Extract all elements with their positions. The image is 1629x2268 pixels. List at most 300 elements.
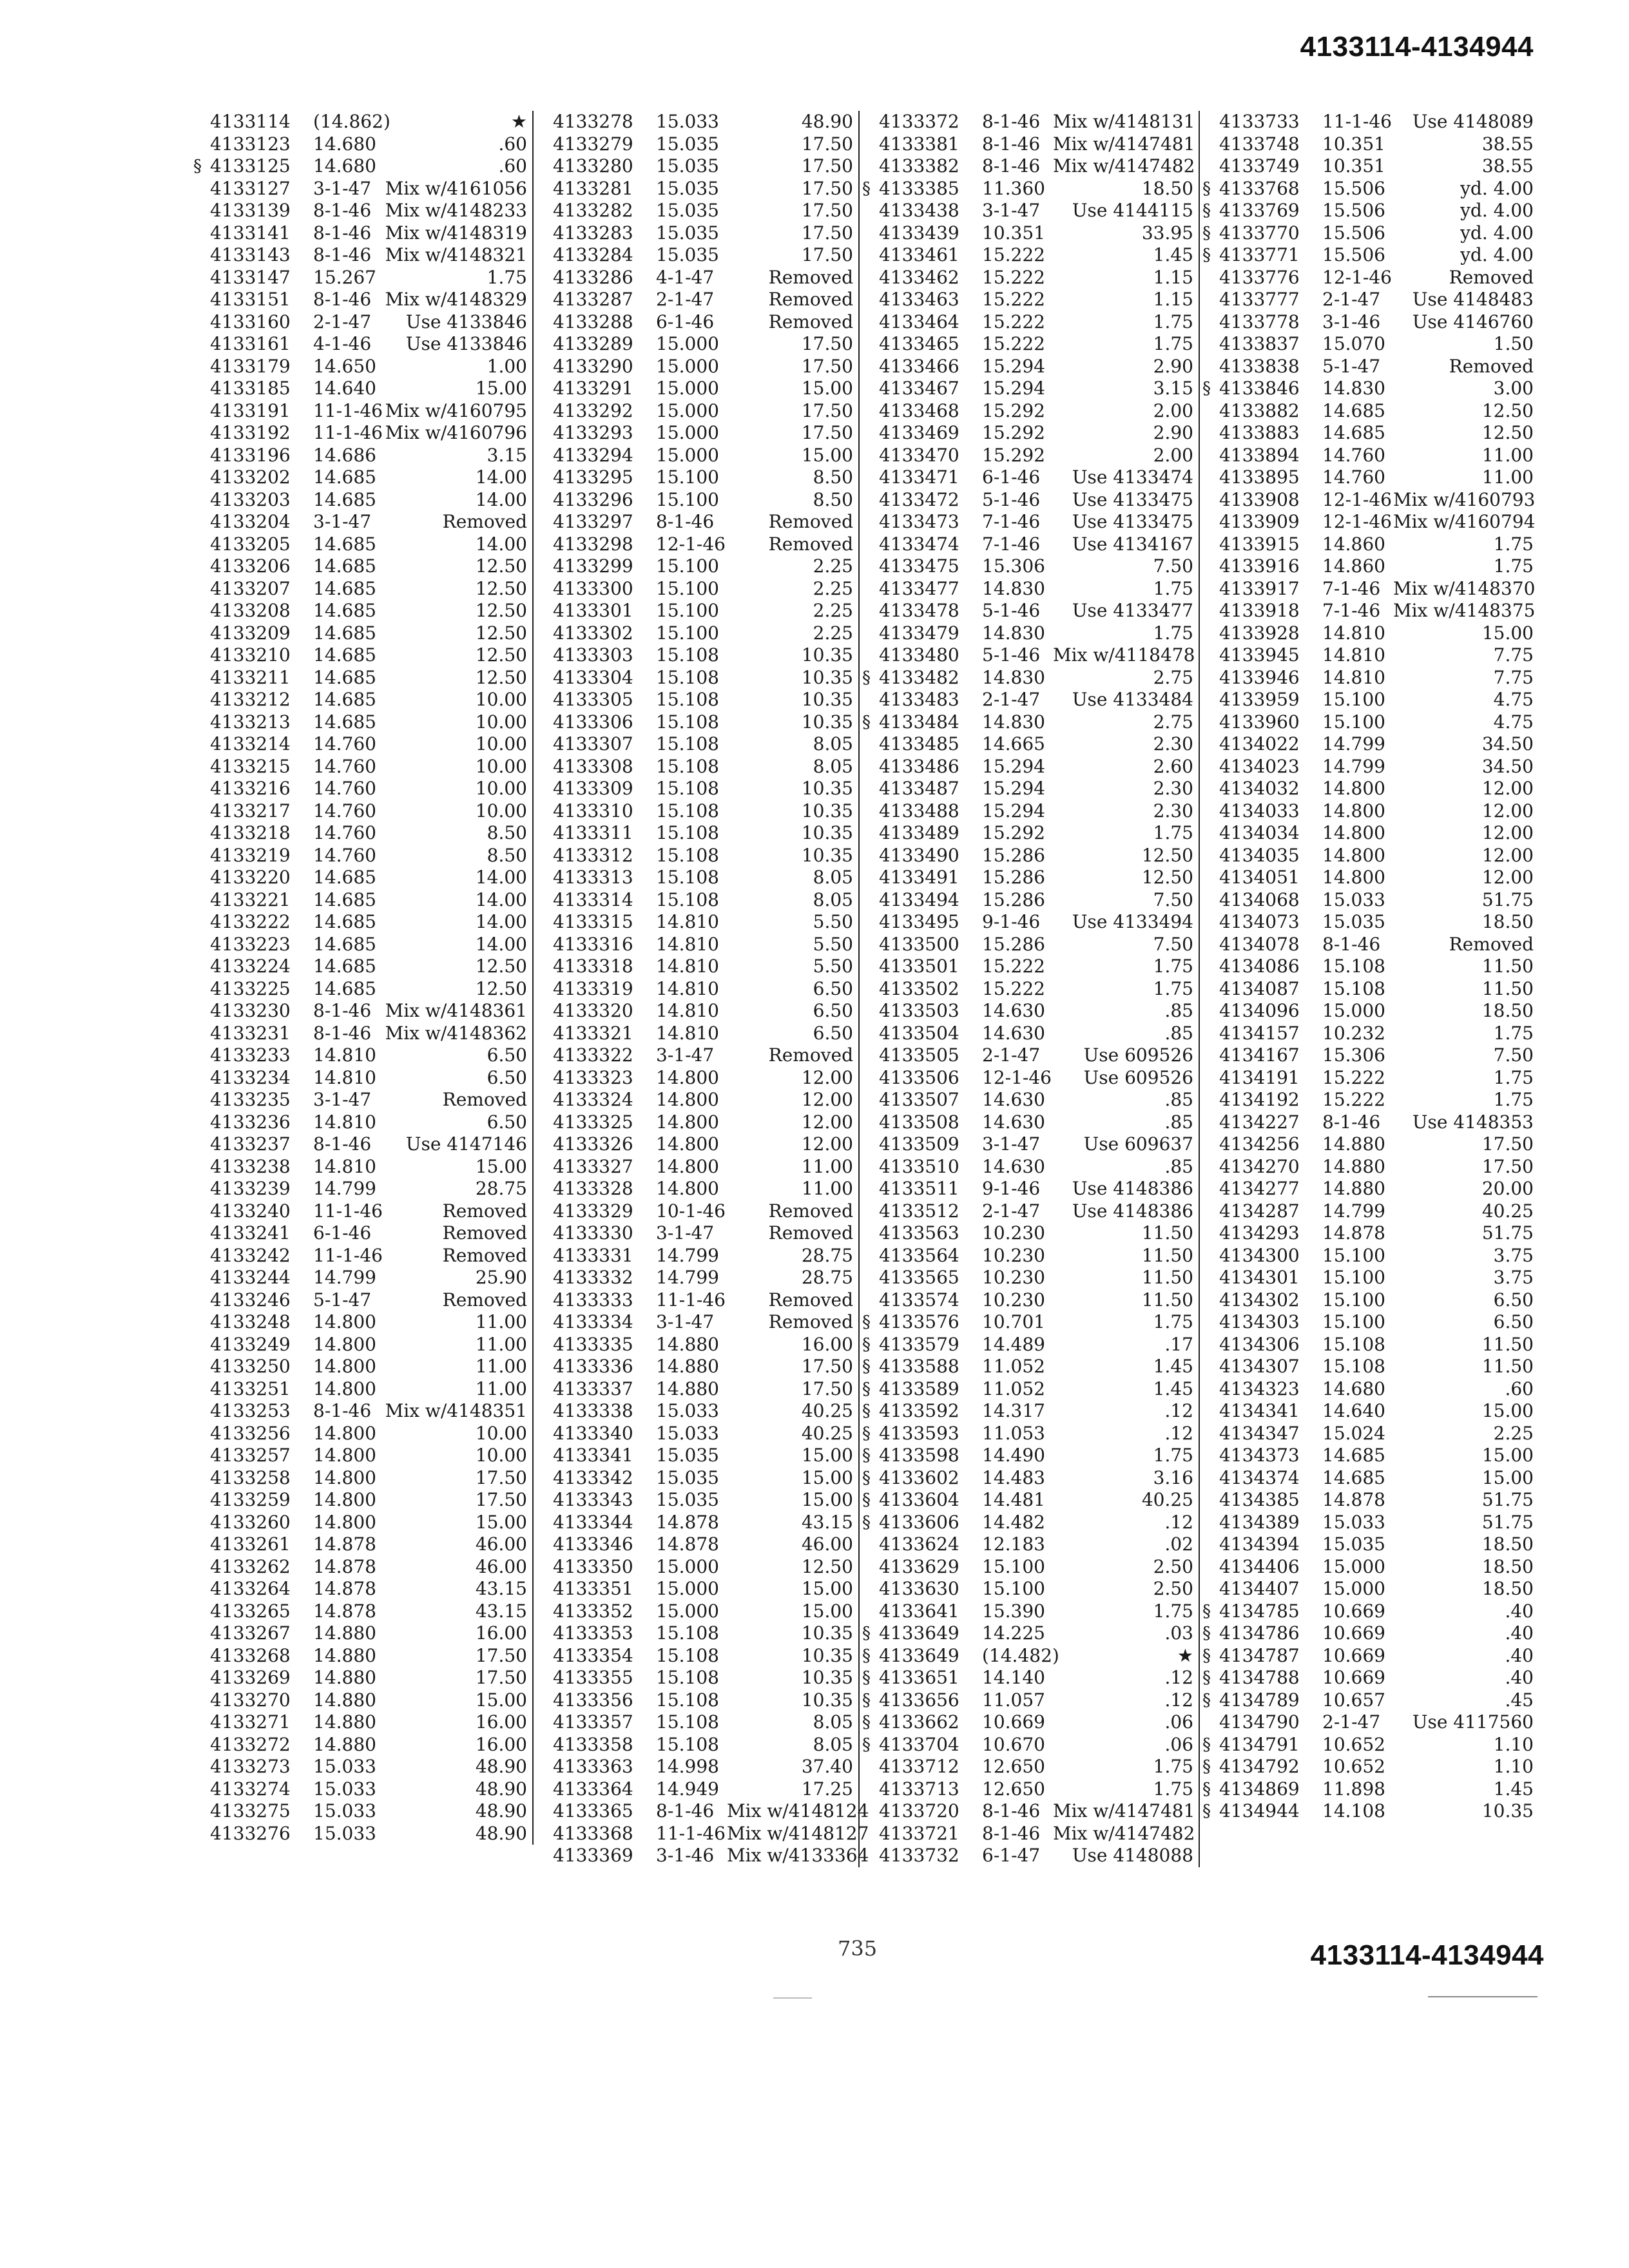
part-number: 4133304 (553, 666, 633, 688)
parts-column-3 (862, 111, 1200, 1867)
price-or-date: 15.035 (656, 155, 719, 177)
list-price-or-note: Use 4133475 (1072, 488, 1193, 510)
list-price-or-note: 28.75 (475, 1178, 527, 1199)
price-or-date: 14.685 (313, 889, 376, 910)
part-number: 4134341 (1219, 1400, 1300, 1421)
list-price-or-note: 1.45 (1153, 1356, 1193, 1377)
list-price-or-note: 17.50 (475, 1489, 527, 1510)
part-row (193, 1000, 532, 1023)
section-mark: § (862, 1690, 871, 1710)
part-number: 4133489 (879, 822, 959, 843)
part-row (536, 511, 858, 533)
part-number: 4133491 (879, 867, 959, 888)
list-price-or-note: 1.75 (1153, 1778, 1193, 1800)
part-row (536, 311, 858, 334)
part-row (1202, 978, 1539, 1001)
list-price-or-note: Removed (768, 511, 853, 532)
section-mark: § (862, 1379, 871, 1399)
part-row (1202, 689, 1539, 711)
price-or-date: 12-1-46 (656, 533, 726, 555)
list-price-or-note: Mix w/4148319 (385, 222, 527, 244)
part-number: 4133312 (553, 844, 633, 866)
part-row (862, 378, 1199, 400)
list-price-or-note: Removed (768, 1289, 853, 1311)
list-price-or-note: .85 (1164, 1000, 1193, 1021)
part-number: 4133350 (553, 1555, 633, 1577)
list-price-or-note: Mix w/4147482 (1053, 155, 1195, 177)
list-price-or-note: 1.75 (1153, 956, 1193, 977)
price-or-date: 14.880 (1322, 1133, 1385, 1155)
price-or-date: 15.100 (656, 555, 719, 577)
price-or-date: 12.650 (982, 1778, 1045, 1800)
page-range-footer: 4133114-4134944 (1310, 1939, 1544, 1971)
list-price-or-note: 28.75 (801, 1267, 853, 1288)
part-number: 4134032 (1219, 778, 1300, 799)
list-price-or-note: 6.50 (487, 1066, 527, 1088)
part-number: 4133319 (553, 977, 633, 999)
part-number: 4134791 (1219, 1733, 1300, 1755)
list-price-or-note: 16.00 (801, 1333, 853, 1355)
list-price-or-note: 11.00 (475, 1311, 527, 1332)
part-number: 4134022 (1219, 733, 1300, 754)
list-price-or-note: 1.75 (1493, 1022, 1534, 1044)
price-or-date: 14.799 (313, 1178, 376, 1199)
price-or-date: 14.482 (982, 1511, 1045, 1533)
part-number: 4134389 (1219, 1511, 1300, 1533)
price-or-date: 14.830 (982, 711, 1045, 733)
part-row (536, 178, 858, 200)
price-or-date: 14.760 (313, 844, 376, 866)
price-or-date: 10.652 (1322, 1733, 1385, 1755)
part-row (862, 1289, 1199, 1312)
price-or-date: 14.140 (982, 1667, 1045, 1688)
price-or-date: 6-1-46 (982, 466, 1041, 488)
part-row (862, 466, 1199, 489)
price-or-date: 8-1-46 (656, 511, 715, 532)
part-row (193, 1645, 532, 1667)
part-number: 4133256 (210, 1422, 291, 1444)
part-number: 4133480 (879, 644, 959, 666)
section-mark: § (193, 157, 202, 176)
price-or-date: 14.760 (1322, 466, 1385, 488)
part-number: 4133472 (879, 488, 959, 510)
list-price-or-note: .40 (1505, 1622, 1534, 1644)
part-row (862, 1778, 1199, 1801)
list-price-or-note: 3.16 (1153, 1466, 1193, 1488)
part-number: 4133662 (879, 1711, 959, 1733)
price-or-date: 14.949 (656, 1778, 719, 1800)
part-number: 4133230 (210, 1000, 291, 1021)
part-number: 4134373 (1219, 1445, 1300, 1466)
part-number: 4133244 (210, 1267, 291, 1288)
price-or-date: 11.053 (982, 1422, 1045, 1444)
part-number: 4133336 (553, 1356, 633, 1377)
part-row (1202, 1311, 1539, 1334)
price-or-date: 8-1-46 (1322, 933, 1381, 955)
part-number: 4133236 (210, 1111, 291, 1133)
part-row (193, 1600, 532, 1623)
price-or-date: 15.267 (313, 266, 376, 288)
part-row (862, 778, 1199, 800)
price-or-date: 15.100 (1322, 1244, 1385, 1266)
part-number: 4133292 (553, 399, 633, 421)
list-price-or-note: 4.75 (1493, 689, 1534, 710)
price-or-date: 15.070 (1322, 333, 1385, 354)
part-number: 4133284 (553, 244, 633, 265)
list-price-or-note: 10.00 (475, 1422, 527, 1444)
list-price-or-note: 17.50 (801, 200, 853, 221)
part-number: 4133915 (1219, 533, 1300, 555)
part-row (193, 1222, 532, 1245)
part-row (862, 1600, 1199, 1623)
list-price-or-note: Use 4134167 (1072, 533, 1193, 555)
list-price-or-note: 10.00 (475, 711, 527, 733)
list-price-or-note: 12.50 (475, 977, 527, 999)
price-or-date: 8-1-46 (313, 1400, 372, 1421)
part-number: 4133238 (210, 1155, 291, 1177)
part-row (1202, 1289, 1539, 1312)
section-mark: § (862, 1334, 871, 1354)
part-number: 4133280 (553, 155, 633, 177)
part-row (862, 1689, 1199, 1712)
price-or-date: 14.680 (313, 133, 376, 155)
list-price-or-note: 11.00 (475, 1333, 527, 1355)
part-number: 4133357 (553, 1711, 633, 1733)
price-or-date: 14.800 (656, 1066, 719, 1088)
part-row (862, 889, 1199, 912)
part-number: 4133838 (1219, 355, 1300, 377)
part-number: 4134785 (1219, 1600, 1300, 1622)
list-price-or-note: 8.50 (487, 822, 527, 843)
part-number: 4133721 (879, 1822, 959, 1844)
list-price-or-note: 11.50 (1141, 1222, 1193, 1244)
list-price-or-note: 11.00 (475, 1356, 527, 1377)
price-or-date: 15.100 (656, 466, 719, 488)
price-or-date: 15.035 (656, 1489, 719, 1510)
list-price-or-note: .06 (1164, 1711, 1193, 1733)
list-price-or-note: 40.25 (801, 1422, 853, 1444)
list-price-or-note: 28.75 (801, 1244, 853, 1266)
price-or-date: 14.799 (1322, 733, 1385, 754)
part-row (1202, 733, 1539, 756)
part-number: 4133959 (1219, 689, 1300, 710)
part-row (1202, 1111, 1539, 1134)
part-row (193, 133, 532, 156)
price-or-date: 10.351 (982, 222, 1045, 244)
price-or-date: 14.880 (313, 1733, 376, 1755)
part-number: 4133237 (210, 1133, 291, 1155)
price-or-date: 8-1-46 (313, 289, 372, 310)
part-number: 4134301 (1219, 1267, 1300, 1288)
part-row (536, 778, 858, 800)
part-row (536, 1245, 858, 1267)
part-number: 4133486 (879, 755, 959, 777)
price-or-date: 15.100 (1322, 1289, 1385, 1311)
price-or-date: 14.800 (313, 1445, 376, 1466)
list-price-or-note: 2.30 (1153, 778, 1193, 799)
price-or-date: 15.222 (982, 311, 1045, 332)
part-number: 4133629 (879, 1555, 959, 1577)
list-price-or-note: 10.35 (801, 844, 853, 866)
part-number: 4133250 (210, 1356, 291, 1377)
list-price-or-note: 10.00 (475, 800, 527, 822)
part-row (193, 400, 532, 423)
list-price-or-note: yd. 4.00 (1460, 177, 1534, 199)
price-or-date: 12.650 (982, 1756, 1045, 1777)
part-row (1202, 1600, 1539, 1623)
part-number: 4133295 (553, 466, 633, 488)
part-number: 4133894 (1219, 444, 1300, 466)
part-row (862, 533, 1199, 556)
part-row (862, 1489, 1199, 1512)
list-price-or-note: 11.00 (1481, 444, 1534, 466)
part-row (193, 711, 532, 734)
part-row (1202, 1467, 1539, 1490)
price-or-date: 14.799 (313, 1267, 376, 1288)
list-price-or-note: 11.00 (1481, 466, 1534, 488)
part-number: 4133368 (553, 1822, 633, 1844)
part-row (536, 1111, 858, 1134)
part-row (862, 356, 1199, 378)
part-row (862, 1533, 1199, 1556)
part-row (193, 1512, 532, 1534)
part-number: 4133322 (553, 1044, 633, 1066)
price-or-date: 15.035 (656, 133, 719, 155)
list-price-or-note: 48.90 (475, 1822, 527, 1844)
list-price-or-note: 18.50 (1481, 1555, 1534, 1577)
price-or-date: 15.294 (982, 755, 1045, 777)
part-number: 4134078 (1219, 933, 1300, 955)
part-number: 4133334 (553, 1311, 633, 1332)
part-row (193, 1445, 532, 1467)
part-row (193, 489, 532, 512)
part-row (1202, 1622, 1539, 1645)
part-number: 4133307 (553, 733, 633, 754)
price-or-date: 14.878 (1322, 1222, 1385, 1244)
part-number: 4133364 (553, 1778, 633, 1800)
part-number: 4133372 (879, 111, 959, 132)
price-or-date: 14.878 (656, 1511, 719, 1533)
price-or-date: 11-1-46 (313, 1200, 383, 1222)
part-row (862, 489, 1199, 512)
part-row (536, 956, 858, 978)
part-number: 4133469 (879, 422, 959, 443)
price-or-date: 15.108 (656, 800, 719, 822)
list-price-or-note: Removed (442, 1289, 527, 1311)
price-or-date: 15.033 (1322, 889, 1385, 910)
list-price-or-note: yd. 4.00 (1460, 200, 1534, 221)
list-price-or-note: 11.50 (1481, 1333, 1534, 1355)
part-number: 4134051 (1219, 867, 1300, 888)
part-number: 4133274 (210, 1778, 291, 1800)
list-price-or-note: 7.50 (1153, 889, 1193, 910)
price-or-date: 11.360 (982, 177, 1045, 199)
part-number: 4133160 (210, 311, 291, 332)
price-or-date: 15.108 (656, 755, 719, 777)
price-or-date: 4-1-46 (313, 333, 372, 354)
part-row (862, 1512, 1199, 1534)
list-price-or-note: 12.00 (1481, 867, 1534, 888)
price-or-date: 14.830 (982, 666, 1045, 688)
part-row (536, 1423, 858, 1445)
part-number: 4133778 (1219, 311, 1300, 332)
list-price-or-note: 15.00 (1481, 1400, 1534, 1421)
list-price-or-note: 40.25 (801, 1400, 853, 1421)
part-number: 4133846 (1219, 378, 1300, 399)
part-row (536, 1267, 858, 1289)
list-price-or-note: .85 (1164, 1111, 1193, 1133)
part-number: 4133261 (210, 1533, 291, 1555)
part-row (862, 178, 1199, 200)
price-or-date: 10.669 (1322, 1600, 1385, 1622)
price-or-date: 10.230 (982, 1222, 1045, 1244)
part-number: 4134023 (1219, 755, 1300, 777)
list-price-or-note: Use 4146760 (1412, 311, 1534, 332)
part-row (862, 422, 1199, 445)
section-mark: § (1202, 223, 1211, 243)
list-price-or-note: 17.50 (475, 1466, 527, 1488)
price-or-date: 14.800 (656, 1089, 719, 1110)
price-or-date: 15.306 (982, 555, 1045, 577)
price-or-date: 15.100 (656, 577, 719, 599)
list-price-or-note: 12.50 (1481, 422, 1534, 443)
list-price-or-note: 11.00 (801, 1155, 853, 1177)
list-price-or-note: Use 4133477 (1072, 600, 1193, 621)
part-number: 4134167 (1219, 1044, 1300, 1066)
price-or-date: 5-1-47 (313, 1289, 372, 1311)
price-or-date: 14.225 (982, 1622, 1045, 1644)
part-row (193, 1311, 532, 1334)
part-number: 4133500 (879, 933, 959, 955)
list-price-or-note: 48.90 (475, 1778, 527, 1800)
part-number: 4133323 (553, 1066, 633, 1088)
part-row (536, 400, 858, 423)
part-row (536, 1334, 858, 1356)
list-price-or-note: Removed (768, 1222, 853, 1244)
price-or-date: 14.685 (313, 622, 376, 644)
part-row (193, 778, 532, 800)
price-or-date: 15.033 (313, 1800, 376, 1821)
part-number: 4133485 (879, 733, 959, 754)
price-or-date: (14.862) (313, 111, 390, 132)
part-row (862, 689, 1199, 711)
part-number: 4133259 (210, 1489, 291, 1510)
part-number: 4133123 (210, 133, 291, 155)
part-row (193, 845, 532, 867)
list-price-or-note: 10.35 (801, 822, 853, 843)
part-row (862, 400, 1199, 423)
list-price-or-note: 10.00 (475, 755, 527, 777)
part-row (193, 822, 532, 845)
list-price-or-note: .12 (1164, 1400, 1193, 1421)
part-row (193, 1622, 532, 1645)
part-row (193, 200, 532, 222)
part-row (193, 445, 532, 467)
part-number: 4133185 (210, 378, 291, 399)
part-row (862, 1667, 1199, 1689)
list-price-or-note: 25.90 (475, 1267, 527, 1288)
price-or-date: 14.810 (313, 1044, 376, 1066)
part-number: 4133474 (879, 533, 959, 555)
part-number: 4133464 (879, 311, 959, 332)
price-or-date: (14.482) (982, 1644, 1059, 1666)
list-price-or-note: 10.35 (801, 1689, 853, 1711)
part-number: 4133203 (210, 488, 291, 510)
list-price-or-note: Removed (768, 1311, 853, 1332)
page-range-header: 4133114-4134944 (1300, 31, 1534, 62)
list-price-or-note: 12.50 (475, 555, 527, 577)
list-price-or-note: .03 (1164, 1622, 1193, 1644)
part-number: 4133649 (879, 1644, 959, 1666)
part-number: 4133488 (879, 800, 959, 822)
price-or-date: 14.685 (313, 933, 376, 955)
part-row (1202, 756, 1539, 778)
price-or-date: 14.685 (313, 711, 376, 733)
list-price-or-note: 12.00 (1481, 844, 1534, 866)
part-number: 4133212 (210, 689, 291, 710)
part-row (193, 689, 532, 711)
price-or-date: 15.035 (656, 244, 719, 265)
part-row (1202, 445, 1539, 467)
part-number: 4133564 (879, 1244, 959, 1266)
list-price-or-note: 8.05 (813, 733, 853, 754)
price-or-date: 15.024 (1322, 1422, 1385, 1444)
list-price-or-note: 2.75 (1153, 666, 1193, 688)
list-price-or-note: 1.75 (1153, 977, 1193, 999)
price-or-date: 14.860 (1322, 555, 1385, 577)
part-row (193, 1778, 532, 1801)
section-mark: § (862, 1423, 871, 1443)
part-number: 4133310 (553, 800, 633, 822)
part-row (1202, 644, 1539, 667)
part-row (1202, 311, 1539, 334)
list-price-or-note: 5.50 (813, 956, 853, 977)
part-row (536, 867, 858, 889)
part-row (536, 1000, 858, 1023)
price-or-date: 14.830 (982, 622, 1045, 644)
part-number: 4133196 (210, 444, 291, 466)
part-row (536, 1133, 858, 1156)
list-price-or-note: 11.50 (1141, 1244, 1193, 1266)
price-or-date: 5-1-47 (1322, 355, 1381, 377)
part-number: 4133606 (879, 1511, 959, 1533)
part-row (1202, 1423, 1539, 1445)
price-or-date: 14.481 (982, 1489, 1045, 1510)
list-price-or-note: 14.00 (475, 488, 527, 510)
part-number: 4133248 (210, 1311, 291, 1332)
part-row (1202, 1023, 1539, 1045)
list-price-or-note: 2.90 (1153, 422, 1193, 443)
part-number: 4133771 (1219, 244, 1300, 265)
list-price-or-note: 6.50 (813, 1000, 853, 1021)
part-row (193, 1489, 532, 1512)
part-row (862, 1200, 1199, 1223)
list-price-or-note: Removed (768, 289, 853, 310)
price-or-date: 15.292 (982, 422, 1045, 443)
part-row (193, 800, 532, 823)
part-row (536, 1689, 858, 1712)
part-row (862, 1711, 1199, 1734)
list-price-or-note: .02 (1164, 1533, 1193, 1555)
part-row (1202, 1800, 1539, 1823)
part-row (536, 800, 858, 823)
part-number: 4134407 (1219, 1578, 1300, 1599)
part-number: 4133945 (1219, 644, 1300, 666)
part-row (862, 1267, 1199, 1289)
price-or-date: 14.490 (982, 1445, 1045, 1466)
part-number: 4133275 (210, 1800, 291, 1821)
list-price-or-note: 11.50 (1481, 977, 1534, 999)
